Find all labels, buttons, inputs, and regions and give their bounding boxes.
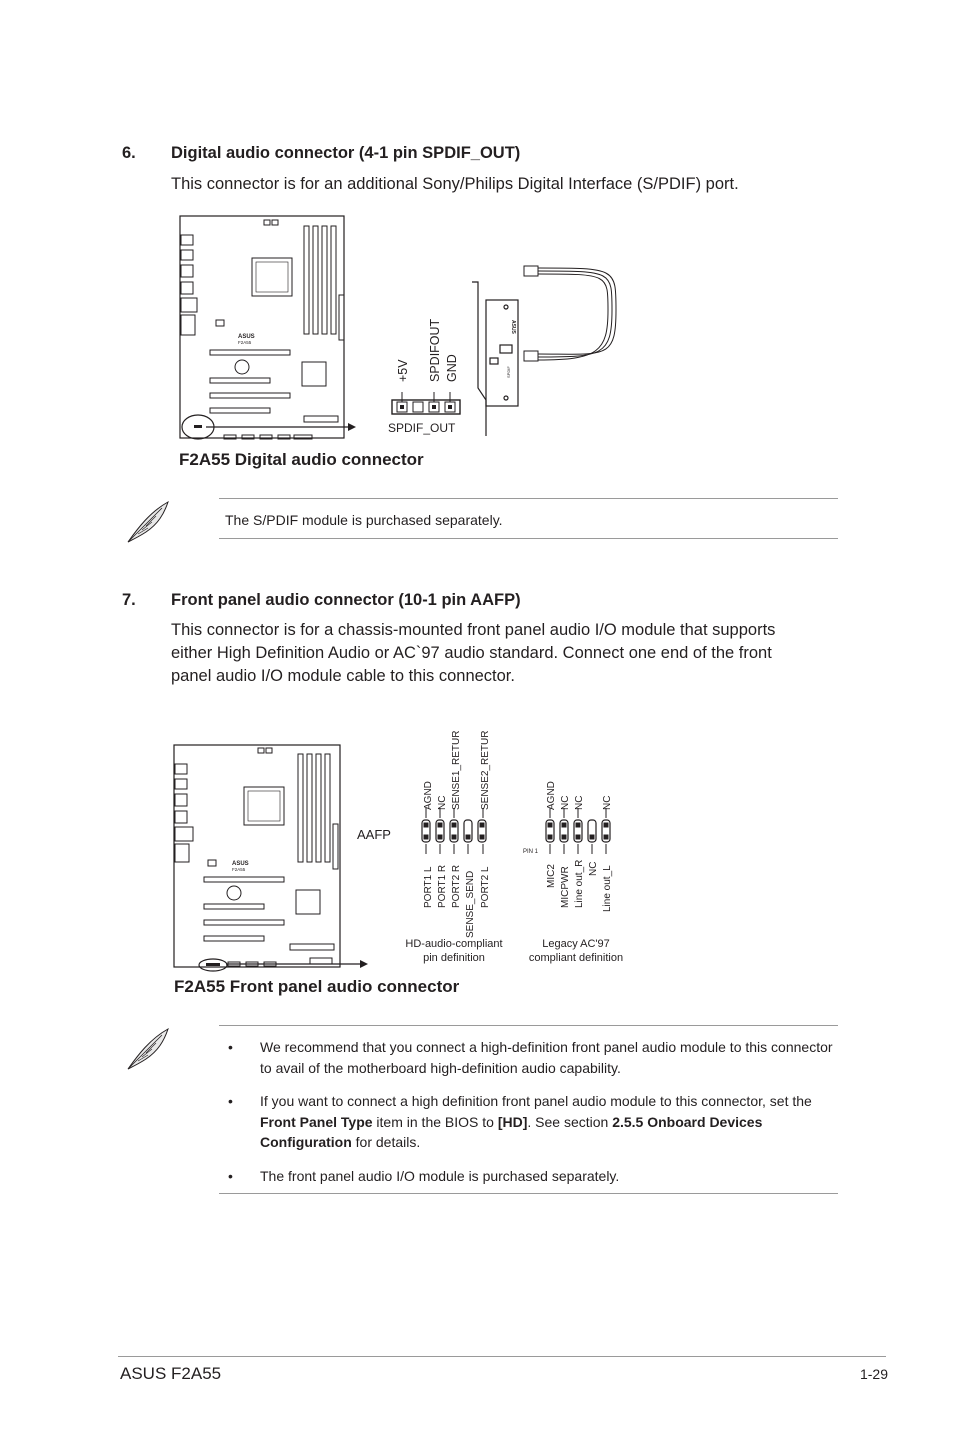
hd-caption-line-1: HD-audio-compliant	[405, 938, 503, 950]
ac97-bottom-label-nc: NC	[588, 861, 599, 876]
hd-audio-pin-header	[422, 808, 486, 854]
feather-pen-icon	[124, 498, 172, 546]
pin-label-gnd: GND	[445, 354, 459, 382]
hd-bottom-label-port2l: PORT2 L	[480, 866, 491, 908]
ac97-bottom-label-mic2: MIC2	[546, 864, 557, 888]
section-6-description: This connector is for an additional Sony/Philips Digital Interface (S/PDIF) port.	[171, 175, 739, 193]
ac97-caption-line-1: Legacy AC'97	[542, 938, 610, 950]
section-7-description-line-2: either High Definition Audio or AC`97 audio standard. Connect one end of the front	[171, 644, 772, 662]
footer-model: ASUS F2A55	[120, 1364, 222, 1383]
note-2-item-1-text: We recommend that you connect a high-definition front panel audio module to this connector to avail of the motherboard high-definition audio capability.	[260, 1039, 833, 1076]
connector-label-spdif-out: SPDIF_OUT	[388, 421, 456, 435]
bracket-spdif-label: SPDIF	[506, 366, 511, 378]
hd-top-label-nc: NC	[437, 795, 448, 810]
spdif-bracket	[472, 282, 518, 436]
hd-top-label-sense2: SENSE2_RETUR	[480, 730, 491, 810]
board-logo: ASUS	[232, 861, 249, 867]
pin-label-spdifout: SPDIFOUT	[428, 318, 442, 382]
board-model: F2A55	[232, 867, 246, 872]
motherboard-outline	[174, 745, 340, 967]
bullet-icon: •	[228, 1039, 233, 1055]
bullet-icon: •	[228, 1093, 233, 1109]
figure-6-caption: F2A55 Digital audio connector	[179, 450, 424, 469]
bullet-icon: •	[228, 1168, 233, 1184]
section-7-number: 7.	[122, 591, 136, 609]
note-2-item-3-text: The front panel audio I/O module is purchased separately.	[260, 1168, 620, 1184]
ac97-pin-header	[546, 808, 610, 854]
section-7-description-line-3: panel audio I/O module cable to this connector.	[171, 667, 515, 685]
note-2-bottom-rule	[219, 1193, 838, 1194]
hd-caption-line-2: pin definition	[423, 952, 485, 964]
motherboard-outline	[180, 216, 344, 438]
note-2-top-rule	[219, 1025, 838, 1026]
section-6-number: 6.	[122, 144, 136, 162]
feather-pen-icon	[124, 1025, 172, 1073]
footer-rule	[118, 1356, 886, 1357]
aafp-label: AAFP	[357, 827, 391, 842]
spdif-cable	[524, 266, 616, 361]
hd-bottom-label-port1r: PORT1 R	[437, 864, 448, 908]
hd-top-label-agnd: AGND	[423, 781, 434, 810]
section-7-description-line-1: This connector is for a chassis-mounted front panel audio I/O module that supports	[171, 621, 776, 639]
page-number: 1-29	[859, 1366, 888, 1382]
ac97-top-label-agnd: AGND	[546, 781, 557, 810]
ac97-bottom-label-micpwr: MICPWR	[560, 866, 571, 908]
hd-bottom-label-sense-send: SENSE_SEND	[465, 870, 476, 938]
ac97-bottom-label-lineout-r: Line out_R	[574, 859, 585, 908]
hd-bottom-label-port1l: PORT1 L	[423, 866, 434, 908]
spdif-diagram	[176, 210, 706, 450]
hd-bottom-label-port2r: PORT2 R	[451, 864, 462, 908]
section-6-title: Digital audio connector (4-1 pin SPDIF_OUT)	[171, 144, 521, 162]
ac97-top-label-nc-1: NC	[560, 795, 571, 810]
arrow-icon	[348, 423, 356, 431]
note-1-bottom-rule	[219, 538, 838, 539]
note-1-text: The S/PDIF module is purchased separately.	[225, 512, 503, 528]
arrow-icon	[360, 960, 368, 968]
board-logo: ASUS	[238, 334, 255, 340]
pin1-label: PIN 1	[523, 849, 539, 855]
ac97-top-label-nc-3: NC	[602, 795, 613, 810]
hd-top-label-sense1: SENSE1_RETUR	[451, 730, 462, 810]
ac97-top-label-nc-2: NC	[574, 795, 585, 810]
pin-label-5v: +5V	[396, 359, 410, 382]
ac97-caption-line-2: compliant definition	[528, 952, 624, 964]
note-1-top-rule	[219, 498, 838, 499]
aafp-diagram	[170, 712, 640, 974]
ac97-bottom-label-lineout-l: Line out_L	[602, 865, 613, 912]
spdif-pin-header	[392, 392, 460, 414]
board-model: F2A55	[238, 340, 252, 345]
figure-7-caption: F2A55 Front panel audio connector	[174, 977, 460, 996]
note-2-item-2-text: If you want to connect a high definition front panel audio module to this connector, set the Front Panel Type item in the BIOS to [HD]. See section 2.5.5 Onboard Devices Configuration for details.	[260, 1093, 812, 1150]
bracket-logo: ASUS	[510, 320, 516, 334]
section-7-title: Front panel audio connector (10-1 pin AAFP)	[171, 591, 521, 609]
